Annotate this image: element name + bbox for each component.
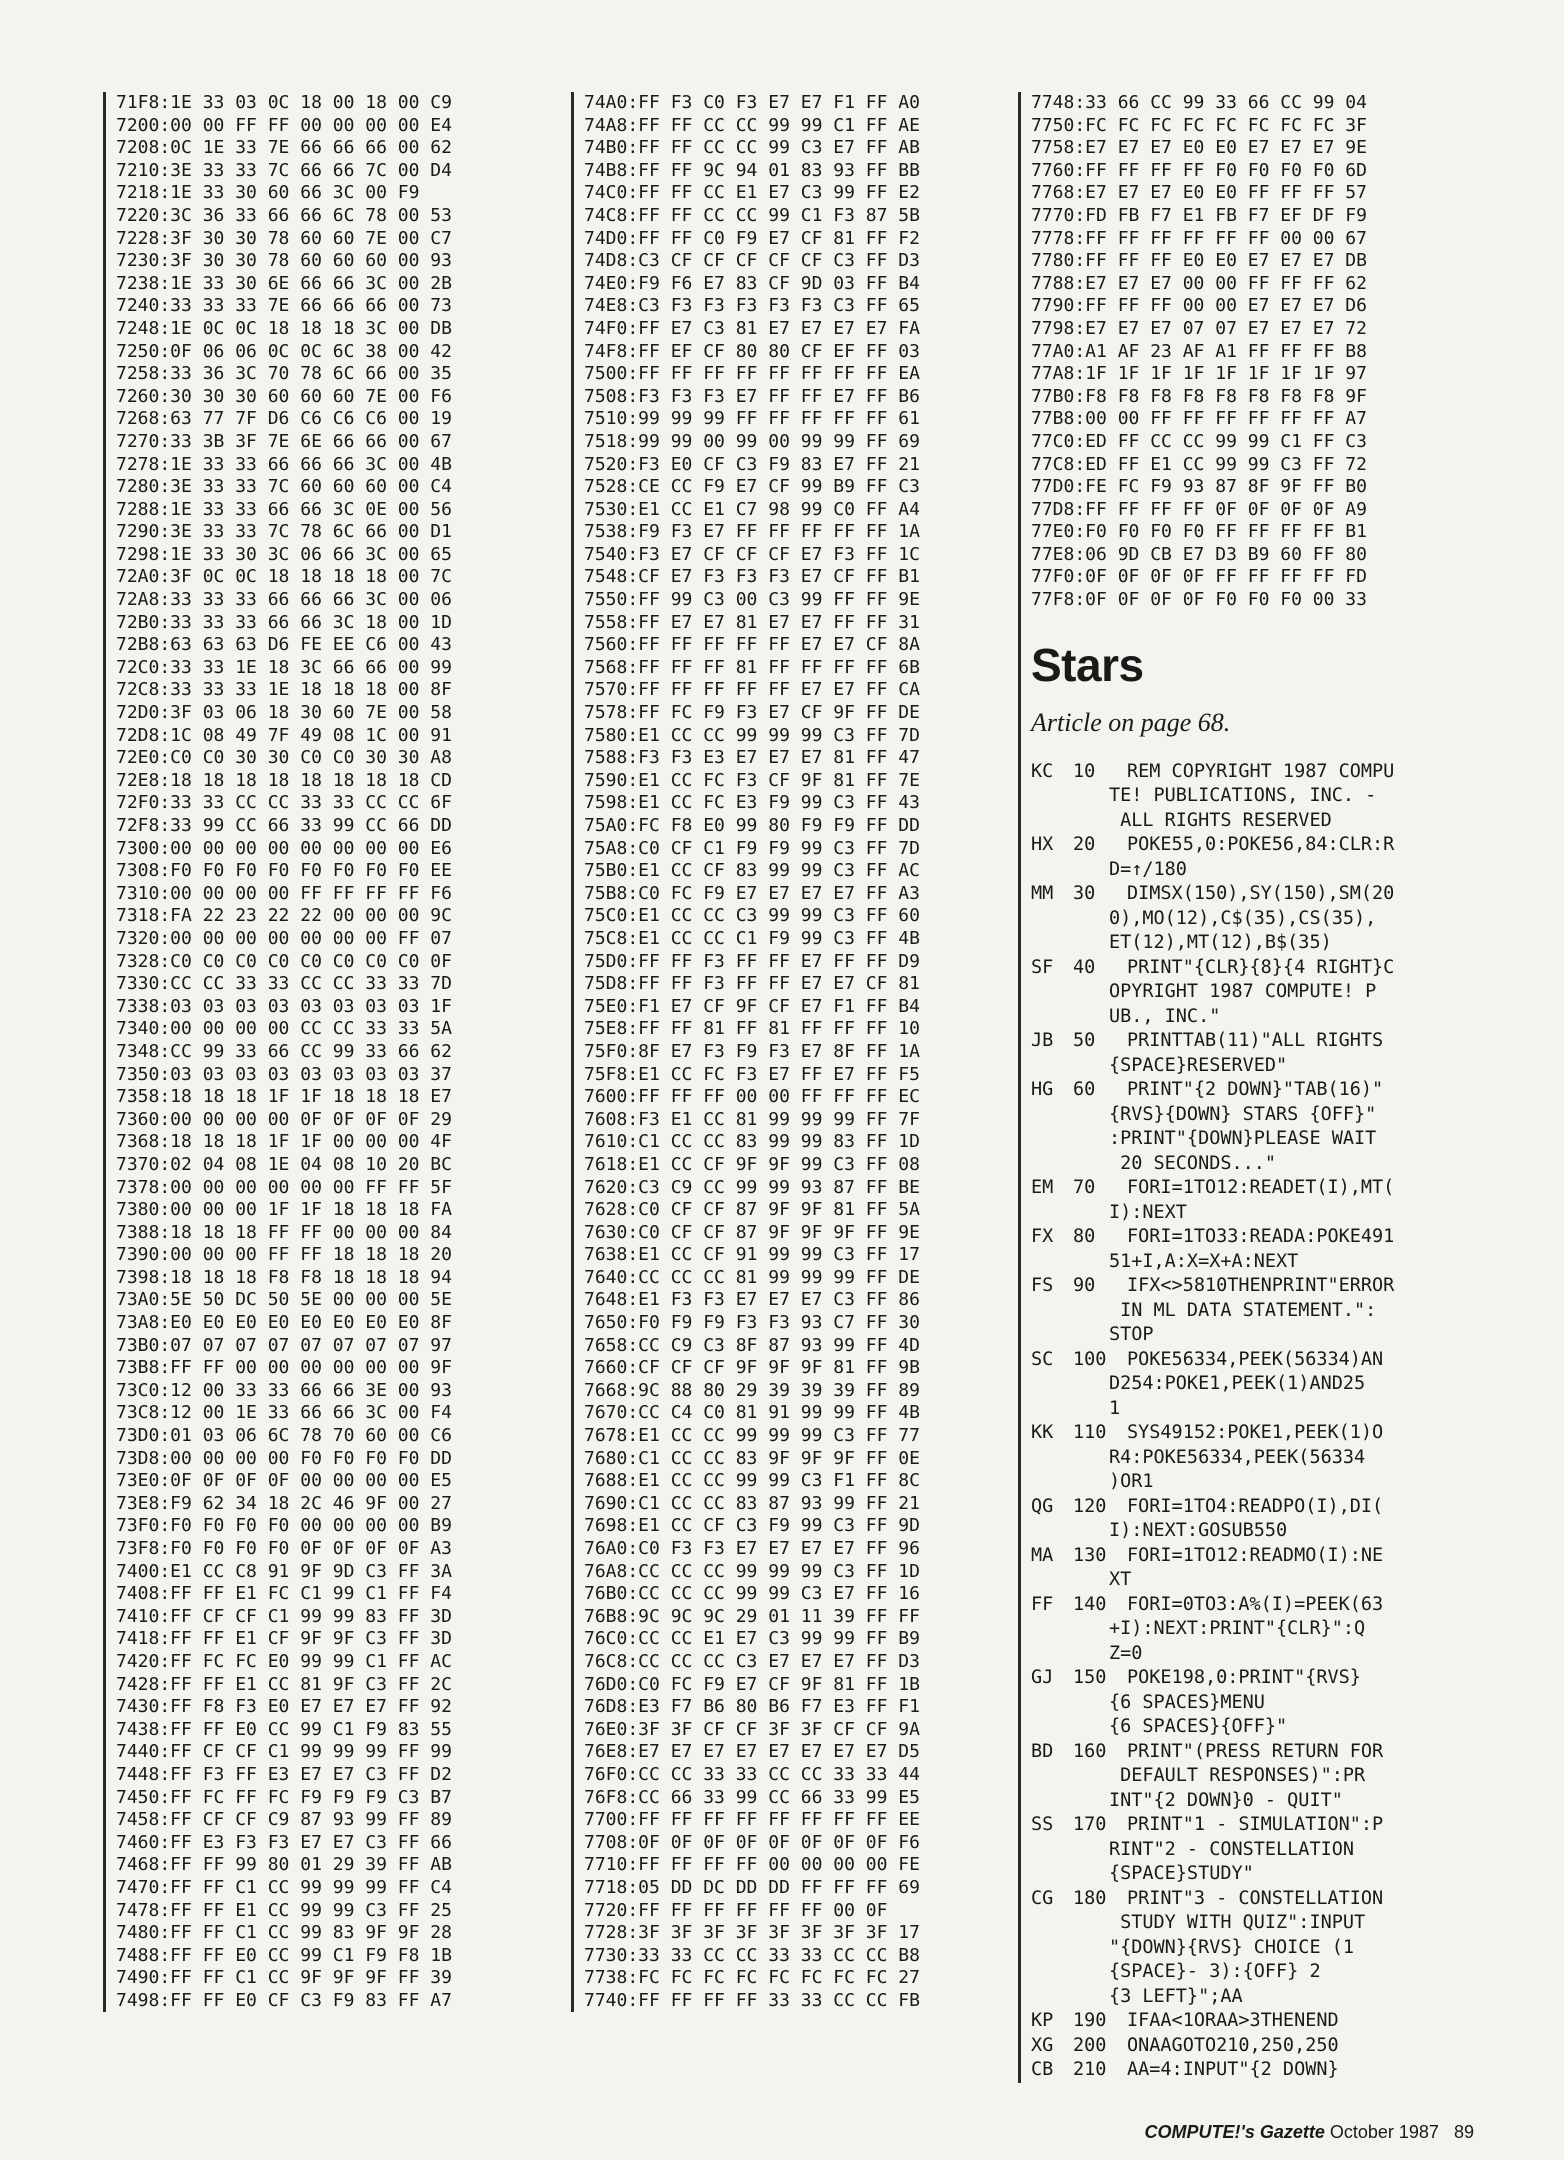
hex-data-line: 7500:FF FF FF FF FF FF FF FF EA: [584, 363, 920, 385]
hex-data-line: 7690:C1 CC CC 83 87 93 99 FF 21: [584, 1492, 920, 1514]
hex-data-line: 75A0:FC F8 E0 99 80 F9 F9 FF DD: [584, 815, 920, 836]
line-code: DIMSX(150),SY(150),SM(20 0),MO(12),C$(35),CS(35), ET(12),MT(12),B$(35): [1108, 883, 1395, 954]
hex-data-line: 75B8:C0 FC F9 E7 E7 E7 E7 FF A3: [584, 882, 920, 904]
line-number: 120: [1073, 1495, 1107, 1517]
magazine-name: COMPUTE!'s Gazette: [1144, 2122, 1325, 2142]
checksum: KC: [1031, 760, 1054, 782]
hex-data-line: 7320:00 00 00 00 00 00 00 FF 07: [116, 927, 452, 949]
hex-data-line: 7618:E1 CC CF 9F 9F 99 C3 FF 08: [584, 1153, 920, 1175]
hex-data-line: 73C0:12 00 33 33 66 66 3E 00 93: [116, 1379, 452, 1401]
checksum: XG: [1031, 2034, 1054, 2056]
hex-data-line: 7750:FC FC FC FC FC FC FC FC 3F: [1031, 114, 1367, 136]
hex-data-line: 7428:FF FF E1 CC 81 9F C3 FF 2C: [116, 1673, 452, 1695]
hex-data-line: 74E0:F9 F6 E7 83 CF 9D 03 FF B4: [584, 272, 920, 294]
hex-data-line: 73A0:5E 50 DC 50 5E 00 00 00 5E: [116, 1289, 452, 1311]
hex-data-line: 72D8:1C 08 49 7F 49 08 1C 00 91: [116, 724, 452, 746]
hex-data-line: 7330:CC CC 33 33 CC CC 33 33 7D: [116, 973, 452, 995]
program-line: [1031, 1593, 1501, 1667]
hex-data-line: 77E8:06 9D CB E7 D3 B9 60 FF 80: [1031, 543, 1367, 565]
hex-data-line: 7360:00 00 00 00 0F 0F 0F 0F 29: [116, 1108, 452, 1130]
line-number: 50: [1073, 1030, 1096, 1052]
hex-data-line: 7670:CC C4 C0 81 91 99 99 FF 4B: [584, 1402, 920, 1424]
hex-data-line: 7528:CE CC F9 E7 CF 99 B9 FF C3: [584, 476, 920, 498]
hex-data-line: 7590:E1 CC FC F3 CF 9F 81 FF 7E: [584, 769, 920, 791]
checksum: CB: [1031, 2059, 1054, 2081]
hex-data-line: 7608:F3 E1 CC 81 99 99 99 FF 7F: [584, 1108, 920, 1130]
hex-data-line: 77D8:FF FF FF FF 0F 0F 0F 0F A9: [1031, 498, 1367, 520]
hex-data-line: 7738:FC FC FC FC FC FC FC FC 27: [584, 1967, 920, 1989]
hex-data-line: 76F8:CC 66 33 99 CC 66 33 99 E5: [584, 1786, 920, 1808]
hex-data-line: 7598:E1 CC FC E3 F9 99 C3 FF 43: [584, 792, 920, 814]
hex-data-line: 76B8:9C 9C 9C 29 01 11 39 FF FF: [584, 1605, 920, 1627]
hex-data-line: 75E0:F1 E7 CF 9F CF E7 F1 FF B4: [584, 995, 920, 1017]
program-line: [1031, 1078, 1501, 1176]
line-number: 10: [1073, 760, 1096, 782]
hex-data-line: 7398:18 18 18 F8 F8 18 18 18 94: [116, 1266, 452, 1288]
line-code: POKE55,0:POKE56,84:CLR:R D=↑/180: [1108, 834, 1395, 880]
hex-data-line: 7540:F3 E7 CF CF CF E7 F3 FF 1C: [584, 543, 920, 565]
hex-data-line: 73E8:F9 62 34 18 2C 46 9F 00 27: [116, 1492, 452, 1514]
hex-data-line: 7560:FF FF FF FF FF E7 E7 CF 8A: [584, 634, 920, 656]
hex-data-line: 7368:18 18 18 1F 1F 00 00 00 4F: [116, 1131, 452, 1153]
hex-data-line: 7288:1E 33 33 66 66 3C 0E 00 56: [116, 498, 452, 520]
program-line: [1031, 1544, 1501, 1593]
hex-data-line: 74F8:FF EF CF 80 80 CF EF FF 03: [584, 340, 920, 362]
hex-data-line: 7210:3E 33 33 7C 66 66 7C 00 D4: [116, 159, 452, 181]
hex-data-line: 75F0:8F E7 F3 F9 F3 E7 8F FF 1A: [584, 1040, 920, 1062]
hex-data-line: 76A8:CC CC CC 99 99 99 C3 FF 1D: [584, 1560, 920, 1582]
hex-data-line: 7468:FF FF 99 80 01 29 39 FF AB: [116, 1854, 452, 1876]
hex-data-line: 77F8:0F 0F 0F 0F F0 F0 F0 00 33: [1031, 589, 1367, 611]
line-number: 90: [1073, 1275, 1096, 1297]
hex-data-line: 7358:18 18 18 1F 1F 18 18 18 E7: [116, 1086, 452, 1108]
line-number: 60: [1073, 1079, 1096, 1101]
hex-data-line: 7220:3C 36 33 66 66 6C 78 00 53: [116, 204, 452, 226]
line-number: 200: [1073, 2034, 1107, 2056]
hex-data-line: 76C0:CC CC E1 E7 C3 99 99 FF B9: [584, 1628, 920, 1650]
hex-data-line: 72A0:3F 0C 0C 18 18 18 18 00 7C: [116, 566, 452, 588]
hex-data-line: 7720:FF FF FF FF FF FF 00 0F: [584, 1899, 888, 1921]
program-line: [1031, 1225, 1501, 1274]
hex-data-line: 7208:0C 1E 33 7E 66 66 66 00 62: [116, 137, 452, 159]
hex-data-line: 72B0:33 33 33 66 66 3C 18 00 1D: [116, 611, 452, 633]
program-line: [1031, 2058, 1501, 2083]
hex-data-line: 74B0:FF FF CC CC 99 C3 E7 FF AB: [584, 137, 920, 159]
hex-data-line: 72D0:3F 03 06 18 30 60 7E 00 58: [116, 702, 452, 724]
hex-data-line: 7668:9C 88 80 29 39 39 39 FF 89: [584, 1379, 920, 1401]
hex-data-line: 7278:1E 33 33 66 66 66 3C 00 4B: [116, 453, 452, 475]
hex-data-line: 7610:C1 CC CC 83 99 99 83 FF 1D: [584, 1131, 920, 1153]
column-3: [1018, 92, 1501, 2083]
hex-data-line: 76A0:C0 F3 F3 E7 E7 E7 E7 FF 96: [584, 1538, 920, 1559]
hex-data-line: 74B8:FF FF 9C 94 01 83 93 FF BB: [584, 159, 920, 181]
line-number: 80: [1073, 1226, 1096, 1248]
hex-data-line: 7588:F3 F3 E3 E7 E7 E7 81 FF 47: [584, 747, 920, 769]
hex-data-line: 72C0:33 33 1E 18 3C 66 66 00 99: [116, 656, 452, 678]
program-line: [1031, 1274, 1501, 1348]
hex-data-line: 74C0:FF FF CC E1 E7 C3 99 FF E2: [584, 182, 920, 204]
hex-data-line: 7688:E1 CC CC 99 99 C3 F1 FF 8C: [584, 1470, 920, 1492]
hex-data-line: 7300:00 00 00 00 00 00 00 00 E6: [116, 837, 452, 859]
hex-data-line: 7728:3F 3F 3F 3F 3F 3F 3F 3F 17: [584, 1922, 920, 1944]
line-code: SYS49152:POKE1,PEEK(1)O R4:POKE56334,PEEK(56334 )OR1: [1108, 1422, 1384, 1493]
hex-data-line: 7438:FF FF E0 CC 99 C1 F9 83 55: [116, 1718, 452, 1740]
checksum: KP: [1031, 2010, 1054, 2032]
program-line: [1031, 2009, 1501, 2034]
hex-data-line: 7348:CC 99 33 66 CC 99 33 66 62: [116, 1040, 452, 1062]
line-number: 170: [1073, 1814, 1107, 1836]
hex-data-line: 7408:FF FF E1 FC C1 99 C1 FF F4: [116, 1583, 452, 1605]
hex-data-line: 72B8:63 63 63 D6 FE EE C6 00 43: [116, 634, 452, 656]
line-number: 150: [1073, 1667, 1107, 1689]
line-code: PRINT"1 - SIMULATION":P RINT"2 - CONSTELLATION {SPACE}STUDY": [1108, 1814, 1384, 1885]
program-line: [1031, 1813, 1501, 1887]
hex-data-line: 75D0:FF FF F3 FF FF E7 FF FF D9: [584, 950, 920, 972]
checksum: SF: [1031, 956, 1054, 978]
hex-data-line: 73D8:00 00 00 00 F0 F0 F0 F0 DD: [116, 1447, 452, 1469]
line-code: POKE198,0:PRINT"{RVS} {6 SPACES}MENU {6 SPACES}{OFF}": [1108, 1667, 1361, 1738]
line-number: 130: [1073, 1544, 1107, 1566]
hex-data-line: 7390:00 00 00 FF FF 18 18 18 20: [116, 1244, 452, 1266]
hex-data-line: 7450:FF FC FF FC F9 F9 F9 C3 B7: [116, 1786, 452, 1808]
hex-data-line: 7760:FF FF FF FF F0 F0 F0 F0 6D: [1031, 159, 1367, 181]
program-line: [1031, 882, 1501, 956]
program-line: [1031, 1176, 1501, 1225]
hex-data-line: 74D8:C3 CF CF CF CF CF C3 FF D3: [584, 250, 920, 272]
line-code: FORI=0TO3:A%(I)=PEEK(63 +I):NEXT:PRINT"{CLR}":Q Z=0: [1108, 1593, 1384, 1664]
line-code: REM COPYRIGHT 1987 COMPU TE! PUBLICATIONS, INC. - ALL RIGHTS RESERVED: [1108, 760, 1395, 831]
checksum: HG: [1031, 1079, 1054, 1101]
line-code: FORI=1TO4:READPO(I),DI( I):NEXT:GOSUB550: [1108, 1495, 1384, 1542]
hex-data-line: 77A8:1F 1F 1F 1F 1F 1F 1F 1F 97: [1031, 363, 1367, 385]
hex-data-line: 7520:F3 E0 CF C3 F9 83 E7 FF 21: [584, 453, 920, 475]
hex-data-line: 7730:33 33 CC CC 33 33 CC CC B8: [584, 1944, 920, 1966]
hex-data-line: 7498:FF FF E0 CF C3 F9 83 FF A7: [116, 1989, 452, 2011]
line-code: PRINTTAB(11)"ALL RIGHTS {SPACE}RESERVED": [1108, 1030, 1384, 1076]
hex-data-line: 77C8:ED FF E1 CC 99 99 C3 FF 72: [1031, 453, 1367, 475]
hex-data-line: 7258:33 36 3C 70 78 6C 66 00 35: [116, 363, 452, 385]
hex-data-line: 77E0:F0 F0 F0 F0 FF FF FF FF B1: [1031, 521, 1367, 543]
hex-data-line: 7290:3E 33 33 7C 78 6C 66 00 D1: [116, 521, 452, 543]
line-code: FORI=1TO12:READMO(I):NE XT: [1108, 1544, 1384, 1591]
hex-data-line: 7650:F0 F9 F9 F3 F3 93 C7 FF 30: [584, 1312, 920, 1334]
hex-data-line: 7418:FF FF E1 CF 9F 9F C3 FF 3D: [116, 1628, 452, 1650]
hex-data-line: 7678:E1 CC CC 99 99 99 C3 FF 77: [584, 1425, 920, 1447]
page-footer: [1145, 2122, 1474, 2143]
hex-data-line: 72C8:33 33 33 1E 18 18 18 00 8F: [116, 679, 452, 701]
hex-data-line: 7548:CF E7 F3 F3 F3 E7 CF FF B1: [584, 566, 920, 588]
hex-data-line: 7698:E1 CC CF C3 F9 99 C3 FF 9D: [584, 1515, 920, 1537]
hex-data-line: 71F8:1E 33 03 0C 18 00 18 00 C9: [116, 92, 452, 113]
hex-data-line: 7538:F9 F3 E7 FF FF FF FF FF 1A: [584, 521, 920, 543]
hex-data-line: 7790:FF FF FF 00 00 E7 E7 E7 D6: [1031, 295, 1367, 317]
hex-data-line: 7378:00 00 00 00 00 00 FF FF 5F: [116, 1176, 452, 1198]
hex-data-line: 7410:FF CF CF C1 99 99 83 FF 3D: [116, 1605, 452, 1627]
hex-data-line: 7780:FF FF FF E0 E0 E7 E7 E7 DB: [1031, 250, 1367, 272]
hex-data-line: 7718:05 DD DC DD DD FF FF FF 69: [584, 1876, 920, 1898]
hex-data-line: 7710:FF FF FF FF 00 00 00 00 FE: [584, 1854, 920, 1876]
basic-program-listing: [1031, 760, 1501, 2083]
hex-data-line: 7250:0F 06 06 0C 0C 6C 38 00 42: [116, 340, 452, 362]
hex-data-line: 72E0:C0 C0 30 30 C0 C0 30 30 A8: [116, 747, 452, 769]
hex-data-line: 73F0:F0 F0 F0 F0 00 00 00 00 B9: [116, 1515, 452, 1537]
hex-data-line: 76D0:C0 FC F9 E7 CF 9F 81 FF 1B: [584, 1673, 920, 1695]
hex-data-line: 76F0:CC CC 33 33 CC CC 33 33 44: [584, 1763, 920, 1785]
hex-data-line: 7338:03 03 03 03 03 03 03 03 1F: [116, 995, 452, 1017]
checksum: SC: [1031, 1348, 1054, 1370]
hex-data-line: 7400:E1 CC C8 91 9F 9D C3 FF 3A: [116, 1560, 452, 1582]
hex-data-line: 77B8:00 00 FF FF FF FF FF FF A7: [1031, 408, 1367, 430]
line-number: 140: [1073, 1593, 1107, 1615]
hex-data-line: 77F0:0F 0F 0F 0F FF FF FF FF FD: [1031, 566, 1367, 588]
hex-data-line: 73C8:12 00 1E 33 66 66 3C 00 F4: [116, 1402, 452, 1424]
hex-data-line: 77D0:FE FC F9 93 87 8F 9F FF B0: [1031, 476, 1367, 498]
hex-data-line: 7770:FD FB F7 E1 FB F7 EF DF F9: [1031, 204, 1367, 226]
hex-data-line: 7308:F0 F0 F0 F0 F0 F0 F0 F0 EE: [116, 860, 452, 882]
article-title: Stars: [1031, 638, 1144, 691]
hex-data-line: 7310:00 00 00 00 FF FF FF FF F6: [116, 882, 452, 904]
hex-data-line: 7488:FF FF E0 CC 99 C1 F9 F8 1B: [116, 1944, 452, 1966]
hex-data-line: 75A8:C0 CF C1 F9 F9 99 C3 FF 7D: [584, 837, 920, 859]
hex-data-line: 7700:FF FF FF FF FF FF FF FF EE: [584, 1809, 920, 1831]
hex-data-line: 7508:F3 F3 F3 E7 FF FF E7 FF B6: [584, 385, 920, 407]
hex-data-line: 7318:FA 22 23 22 22 00 00 00 9C: [116, 905, 452, 927]
checksum: SS: [1031, 1814, 1054, 1836]
line-number: 110: [1073, 1422, 1107, 1444]
hex-data-line: 7630:C0 CF CF 87 9F 9F 9F FF 9E: [584, 1221, 920, 1243]
issue-date: October 1987: [1329, 2122, 1439, 2142]
article-subtitle: Article on page 68.: [1031, 707, 1231, 737]
checksum: FS: [1031, 1275, 1054, 1297]
line-number: 190: [1073, 2010, 1107, 2032]
hex-data-line: 7260:30 30 30 60 60 60 7E 00 F6: [116, 385, 452, 407]
hex-data-line: 7578:FF FC F9 F3 E7 CF 9F FF DE: [584, 702, 920, 724]
hex-data-line: 76E8:E7 E7 E7 E7 E7 E7 E7 E7 D5: [584, 1741, 920, 1763]
line-code: FORI=1TO33:READA:POKE491 51+I,A:X=X+A:NEXT: [1108, 1226, 1395, 1272]
page-number: 89: [1453, 2122, 1474, 2142]
checksum: MA: [1031, 1544, 1054, 1566]
hex-data-line: 76B0:CC CC CC 99 99 C3 E7 FF 16: [584, 1583, 920, 1605]
program-line: [1031, 1348, 1501, 1422]
line-number: 70: [1073, 1177, 1096, 1199]
hex-data-line: 73B0:07 07 07 07 07 07 07 07 97: [116, 1334, 452, 1356]
hex-data-line: 7200:00 00 FF FF 00 00 00 00 E4: [116, 114, 452, 136]
hex-data-line: 7380:00 00 00 1F 1F 18 18 18 FA: [116, 1199, 452, 1221]
checksum: HX: [1031, 834, 1054, 856]
hex-data-line: 75C0:E1 CC CC C3 99 99 C3 FF 60: [584, 905, 920, 927]
hex-data-line: 74F0:FF E7 C3 81 E7 E7 E7 E7 FA: [584, 317, 920, 339]
hex-data-line: 76D8:E3 F7 B6 80 B6 F7 E3 FF F1: [584, 1696, 920, 1718]
hex-data-line: 7758:E7 E7 E7 E0 E0 E7 E7 E7 9E: [1031, 137, 1367, 159]
program-line: [1031, 1740, 1501, 1814]
hex-data-line: 7240:33 33 33 7E 66 66 66 00 73: [116, 295, 452, 317]
hex-data-line: 74A0:FF F3 C0 F3 E7 E7 F1 FF A0: [584, 92, 920, 113]
program-line: [1031, 833, 1501, 882]
hex-data-line: 7530:E1 CC E1 C7 98 99 C0 FF A4: [584, 498, 920, 520]
hex-data-line: 73D0:01 03 06 6C 78 70 60 00 C6: [116, 1425, 452, 1447]
hex-data-line: 7580:E1 CC CC 99 99 99 C3 FF 7D: [584, 724, 920, 746]
hex-column-1: [103, 92, 556, 2012]
line-code: PRINT"(PRESS RETURN FOR DEFAULT RESPONSES)":PR INT"{2 DOWN}0 - QUIT": [1108, 1740, 1384, 1811]
line-number: 100: [1073, 1348, 1107, 1370]
hex-data-line: 7388:18 18 18 FF FF 00 00 00 84: [116, 1221, 452, 1243]
hex-data-line: 7788:E7 E7 E7 00 00 FF FF FF 62: [1031, 272, 1367, 294]
program-line: [1031, 956, 1501, 1030]
hex-data-line: 7328:C0 C0 C0 C0 C0 C0 C0 C0 0F: [116, 950, 452, 972]
hex-data-line: 7270:33 3B 3F 7E 6E 66 66 00 67: [116, 430, 452, 452]
hex-data-line: 77B0:F8 F8 F8 F8 F8 F8 F8 F8 9F: [1031, 385, 1367, 407]
line-code: ONAAGOTO210,250,250: [1127, 2034, 1339, 2056]
hex-data-line: 73B8:FF FF 00 00 00 00 00 00 9F: [116, 1357, 452, 1379]
hex-data-line: 7238:1E 33 30 6E 66 66 3C 00 2B: [116, 272, 452, 294]
hex-data-line: 7628:C0 CF CF 87 9F 9F 81 FF 5A: [584, 1199, 920, 1221]
checksum: EM: [1031, 1177, 1054, 1199]
checksum: JB: [1031, 1030, 1054, 1052]
hex-data-line: 77C0:ED FF CC CC 99 99 C1 FF C3: [1031, 430, 1367, 452]
hex-data-line: 7558:FF E7 E7 81 E7 E7 FF FF 31: [584, 611, 920, 633]
hex-data-line: 73E0:0F 0F 0F 0F 00 00 00 00 E5: [116, 1470, 452, 1492]
hex-data-line: 74E8:C3 F3 F3 F3 F3 F3 C3 FF 65: [584, 295, 920, 317]
line-code: AA=4:INPUT"{2 DOWN}: [1127, 2059, 1339, 2081]
checksum: BD: [1031, 1740, 1054, 1762]
hex-data-line: 7218:1E 33 30 60 66 3C 00 F9: [116, 182, 420, 204]
hex-data-line: 75C8:E1 CC CC C1 F9 99 C3 FF 4B: [584, 927, 920, 949]
hex-data-line: 7448:FF F3 FF E3 E7 E7 C3 FF D2: [116, 1763, 452, 1785]
hex-data-line: 7620:C3 C9 CC 99 99 93 87 FF BE: [584, 1176, 920, 1198]
hex-column-2: [571, 92, 1016, 2012]
checksum: FF: [1031, 1593, 1054, 1615]
hex-data-line: 7350:03 03 03 03 03 03 03 03 37: [116, 1063, 452, 1085]
checksum: KK: [1031, 1422, 1054, 1444]
hex-data-line: 7658:CC C9 C3 8F 87 93 99 FF 4D: [584, 1334, 920, 1356]
hex-data-line: 7460:FF E3 F3 F3 E7 E7 C3 FF 66: [116, 1831, 452, 1853]
hex-data-line: 72F0:33 33 CC CC 33 33 CC CC 6F: [116, 792, 452, 814]
hex-data-line: 74C8:FF FF CC CC 99 C1 F3 87 5B: [584, 204, 920, 226]
hex-data-line: 76E0:3F 3F CF CF 3F 3F CF CF 9A: [584, 1718, 920, 1740]
hex-data-line: 7568:FF FF FF 81 FF FF FF FF 6B: [584, 656, 920, 678]
hex-data-line: 7740:FF FF FF FF 33 33 CC CC FB: [584, 1989, 920, 2011]
checksum: MM: [1031, 883, 1054, 905]
hex-data-line: 72A8:33 33 33 66 66 66 3C 00 06: [116, 589, 452, 611]
hex-data-line: 7248:1E 0C 0C 18 18 18 3C 00 DB: [116, 317, 452, 339]
hex-data-line: 75E8:FF FF 81 FF 81 FF FF FF 10: [584, 1018, 920, 1040]
hex-data-line: 7660:CF CF CF 9F 9F 9F 81 FF 9B: [584, 1357, 920, 1379]
hex-data-line: 7600:FF FF FF 00 00 FF FF FF EC: [584, 1086, 920, 1108]
line-number: 210: [1073, 2059, 1107, 2081]
hex-data-line: 7440:FF CF CF C1 99 99 99 FF 99: [116, 1741, 452, 1763]
line-number: 160: [1073, 1740, 1107, 1762]
hex-data-line: 77A0:A1 AF 23 AF A1 FF FF FF B8: [1031, 340, 1367, 362]
hex-data-line: 7778:FF FF FF FF FF FF 00 00 67: [1031, 227, 1367, 249]
hex-data-line: 7708:0F 0F 0F 0F 0F 0F 0F 0F F6: [584, 1831, 920, 1853]
hex-data-line: 7470:FF FF C1 CC 99 99 99 FF C4: [116, 1876, 452, 1898]
hex-data-line: 7510:99 99 99 FF FF FF FF FF 61: [584, 408, 920, 430]
hex-data-line: 7370:02 04 08 1E 04 08 10 20 BC: [116, 1153, 452, 1175]
program-line: [1031, 2034, 1501, 2059]
program-line: [1031, 1887, 1501, 2010]
hex-data-line: 7798:E7 E7 E7 07 07 E7 E7 E7 72: [1031, 317, 1367, 339]
hex-data-line: 7490:FF FF C1 CC 9F 9F 9F FF 39: [116, 1967, 452, 1989]
checksum: CG: [1031, 1887, 1054, 1909]
line-code: PRINT"{2 DOWN}"TAB(16)" {RVS}{DOWN} STARS {OFF}" :PRINT"{DOWN}PLEASE WAIT 20 SECONDS...": [1108, 1079, 1384, 1174]
line-code: IFX<>5810THENPRINT"ERROR IN ML DATA STATEMENT.": STOP: [1108, 1275, 1395, 1346]
line-code: POKE56334,PEEK(56334)AN D254:POKE1,PEEK(1)AND25 1: [1108, 1348, 1384, 1419]
hex-data-line: 7748:33 66 CC 99 33 66 CC 99 04: [1031, 92, 1367, 113]
hex-data-line: 75D8:FF FF F3 FF FF E7 E7 CF 81: [584, 973, 920, 995]
hex-data-line: 7420:FF FC FC E0 99 99 C1 FF AC: [116, 1650, 452, 1672]
hex-data-line: 7298:1E 33 30 3C 06 66 3C 00 65: [116, 543, 452, 565]
hex-data-line: 7430:FF F8 F3 E0 E7 E7 E7 FF 92: [116, 1696, 452, 1718]
hex-data-line: 7268:63 77 7F D6 C6 C6 C6 00 19: [116, 408, 452, 430]
hex-data-line: 7458:FF CF CF C9 87 93 99 FF 89: [116, 1809, 452, 1831]
line-code: PRINT"3 - CONSTELLATION STUDY WITH QUIZ":INPUT "{DOWN}{RVS} CHOICE (1 {SPACE}- 3):{OFF} 2 {3 LEFT}";AA: [1108, 1887, 1384, 2007]
checksum: FX: [1031, 1226, 1054, 1248]
hex-data-line: 7480:FF FF C1 CC 99 83 9F 9F 28: [116, 1922, 452, 1944]
hex-data-line: 7638:E1 CC CF 91 99 99 C3 FF 17: [584, 1244, 920, 1266]
hex-data-line: 7550:FF 99 C3 00 C3 99 FF FF 9E: [584, 589, 920, 611]
line-code: FORI=1TO12:READET(I),MT( I):NEXT: [1108, 1177, 1395, 1223]
line-code: IFAA<1ORAA>3THENEND: [1127, 2010, 1339, 2032]
hex-data-line: 72E8:18 18 18 18 18 18 18 18 CD: [116, 769, 452, 791]
hex-data-line: 7518:99 99 00 99 00 99 99 FF 69: [584, 430, 920, 452]
hex-data-line: 7228:3F 30 30 78 60 60 7E 00 C7: [116, 227, 452, 249]
hex-data-line: 7570:FF FF FF FF FF E7 E7 FF CA: [584, 679, 920, 701]
line-number: 30: [1073, 883, 1096, 905]
hex-data-line: 74D0:FF FF C0 F9 E7 CF 81 FF F2: [584, 227, 920, 249]
hex-data-line: 73F8:F0 F0 F0 F0 0F 0F 0F 0F A3: [116, 1538, 452, 1559]
checksum: GJ: [1031, 1667, 1054, 1689]
program-line: [1031, 1666, 1501, 1740]
line-code: PRINT"{CLR}{8}{4 RIGHT}C OPYRIGHT 1987 COMPUTE! P UB., INC.": [1108, 956, 1395, 1027]
hex-data-line: 75B0:E1 CC CF 83 99 99 C3 FF AC: [584, 860, 920, 882]
line-number: 180: [1073, 1887, 1107, 1909]
hex-data-line: 73A8:E0 E0 E0 E0 E0 E0 E0 E0 8F: [116, 1312, 452, 1334]
hex-data-line: 72F8:33 99 CC 66 33 99 CC 66 DD: [116, 815, 452, 836]
hex-data-line: 7640:CC CC CC 81 99 99 99 FF DE: [584, 1266, 920, 1288]
program-line: [1031, 1029, 1501, 1078]
hex-data-line: 75F8:E1 CC FC F3 E7 FF E7 FF F5: [584, 1063, 920, 1085]
program-line: [1031, 1495, 1501, 1544]
program-line: [1031, 1421, 1501, 1495]
hex-data-line: 7230:3F 30 30 78 60 60 60 00 93: [116, 250, 452, 272]
line-number: 40: [1073, 956, 1096, 978]
hex-data-line: 7648:E1 F3 F3 E7 E7 E7 C3 FF 86: [584, 1289, 920, 1311]
line-number: 20: [1073, 834, 1096, 856]
hex-data-line: 7280:3E 33 33 7C 60 60 60 00 C4: [116, 476, 452, 498]
program-line: [1031, 760, 1501, 834]
hex-data-line: 7680:C1 CC CC 83 9F 9F 9F FF 0E: [584, 1447, 920, 1469]
hex-data-line: 7478:FF FF E1 CC 99 99 C3 FF 25: [116, 1899, 452, 1921]
checksum: QG: [1031, 1495, 1054, 1517]
hex-data-line: 76C8:CC CC CC C3 E7 E7 E7 FF D3: [584, 1650, 920, 1672]
hex-data-line: 74A8:FF FF CC CC 99 99 C1 FF AE: [584, 114, 920, 136]
hex-data-line: 7768:E7 E7 E7 E0 E0 FF FF FF 57: [1031, 182, 1367, 204]
hex-data-line: 7340:00 00 00 00 CC CC 33 33 5A: [116, 1018, 452, 1040]
hex-column-3: [1031, 92, 1501, 612]
